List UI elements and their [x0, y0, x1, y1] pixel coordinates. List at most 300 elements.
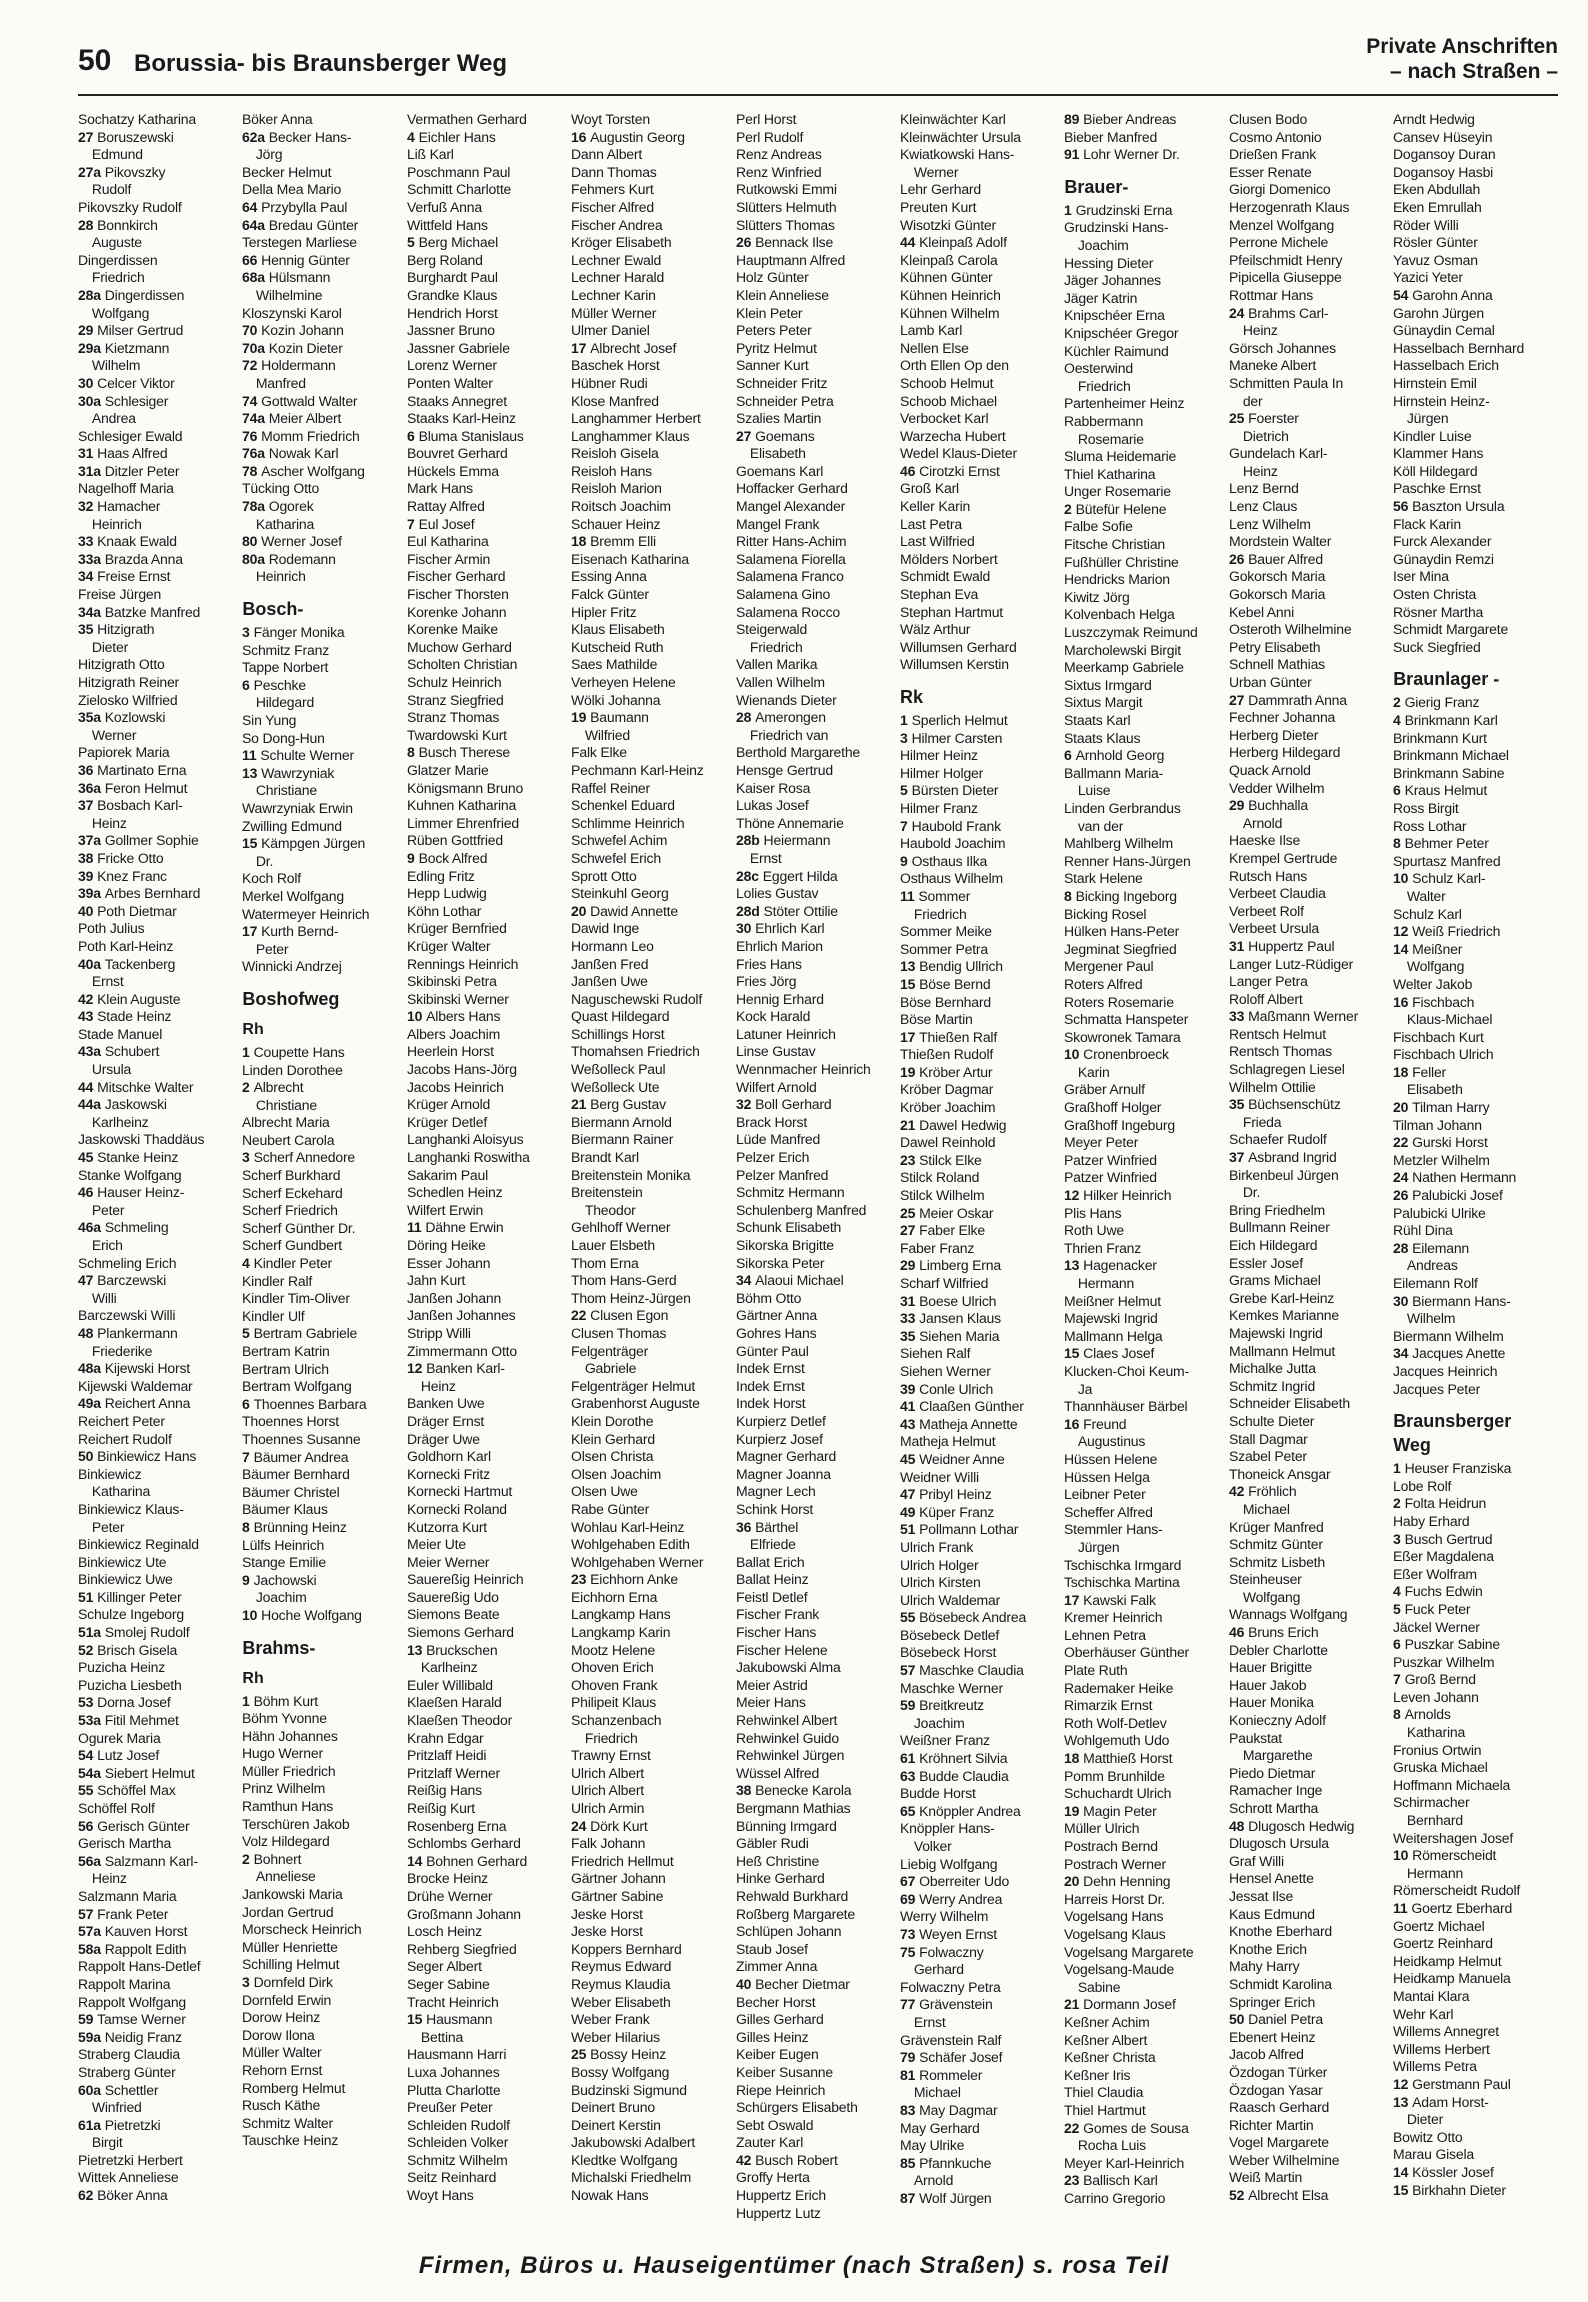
house-number: 20 [571, 903, 587, 920]
resident-entry: Kurpierz Josef [735, 1431, 823, 1448]
resident-entry [1393, 2077, 1551, 2095]
resident-entry: Knöppler Hans- [900, 1821, 995, 1838]
house-number: 70a [242, 340, 266, 357]
resident-entry [78, 1150, 236, 1168]
resident-entry: Wohlau Karl-Heinz [571, 1519, 685, 1536]
resident-entry [1393, 836, 1551, 854]
resident-entry: Rüben Gottfried [406, 833, 503, 850]
resident-name: Fröhlich [1247, 1484, 1297, 1501]
house-number: 54 [78, 1748, 94, 1765]
resident-name: Haas Alfred [97, 446, 168, 463]
resident-entry: Burghardt Paul [406, 270, 498, 287]
resident-entry: Willumsen Kerstin [900, 657, 1009, 674]
resident-entry [78, 1942, 236, 1960]
house-number: 18 [1393, 1064, 1409, 1081]
resident-entry [242, 625, 400, 643]
resident-entry [900, 1153, 1058, 1171]
resident-entry: Bösebeck Detlef [900, 1627, 1000, 1644]
resident-entry [242, 341, 400, 359]
house-number: 5 [900, 783, 908, 800]
resident-entry: Kuhnen Katharina [406, 798, 516, 815]
resident-entry: Groffy Herta [735, 2170, 810, 2187]
resident-name: Siebert Helmut [104, 1765, 195, 1782]
resident-entry: Staaks Karl-Heinz [406, 411, 516, 428]
resident-entry [78, 130, 236, 148]
resident-entry [900, 1399, 1058, 1417]
resident-entry: Reißig Hans [406, 1783, 482, 1800]
resident-name-continuation: Friederike [91, 1343, 153, 1360]
resident-name: Pribyl Heinz [919, 1487, 992, 1504]
resident-entry: Hauer Jakob [1228, 1677, 1307, 1694]
house-number: 39a [78, 886, 101, 903]
resident-entry [571, 341, 729, 359]
resident-entry: Lenz Wilhelm [1228, 516, 1311, 533]
house-number: 15 [406, 2012, 423, 2029]
house-number: 51 [900, 1522, 916, 1539]
resident-entry: Müller Friedrich [242, 1763, 336, 1780]
resident-entry: Krahn Edgar [406, 1730, 484, 1747]
resident-entry: Albrecht Maria [242, 1115, 330, 1132]
resident-entry: Verbeet Ursula [1228, 921, 1319, 938]
resident-entry: Eßer Magdalena [1393, 1549, 1495, 1566]
resident-name-continuation: Heinz [91, 815, 127, 832]
resident-entry: Luszczymak Reimund [1064, 625, 1198, 642]
resident-name-continuation: Auguste [91, 235, 142, 252]
resident-entry: Roßberg Margarete [735, 1906, 855, 1923]
resident-entry: Clusen Bodo [1228, 112, 1307, 128]
resident-entry: Cansev Hüseyin [1393, 129, 1493, 146]
resident-entry: So Dong-Hun [242, 730, 326, 747]
resident-entry [900, 1329, 1058, 1347]
resident-entry [242, 446, 400, 464]
resident-name: Jansen Klaus [919, 1311, 1001, 1328]
resident-entry: Becher Horst [735, 1994, 816, 2011]
house-number: 22 [571, 1308, 587, 1325]
resident-name: Albers Hans [425, 1009, 501, 1026]
house-number: 30a [78, 393, 101, 410]
resident-entry [407, 1361, 565, 1379]
resident-name: Coupette Hans [253, 1044, 345, 1061]
resident-entry: Rehwald Burkhard [735, 1888, 848, 1905]
resident-name: Schlesiger [104, 393, 169, 410]
resident-entry: Schuchardt Ulrich [1064, 1786, 1172, 1803]
resident-entry: Roth Wolf-Detlev [1064, 1715, 1167, 1732]
resident-entry [407, 1220, 565, 1238]
house-number: 19 [1064, 1803, 1080, 1820]
resident-entry: Puzicha Heinz [78, 1660, 166, 1677]
resident-entry: Sixtus Margit [1064, 695, 1143, 712]
resident-name: Stanke Heinz [97, 1150, 179, 1167]
resident-name: Meier Albert [269, 411, 342, 428]
resident-name: Maschke Claudia [919, 1663, 1024, 1680]
resident-entry: Fronius Ortwin [1393, 1742, 1482, 1759]
house-number: 34 [1393, 1346, 1409, 1363]
resident-entry [78, 1185, 236, 1203]
resident-entry: Kornecki Hartmut [406, 1484, 512, 1501]
house-number: 35 [900, 1328, 916, 1345]
resident-entry: Pritzlaff Heidi [406, 1748, 487, 1765]
resident-name: Bosbach Karl- [97, 798, 183, 815]
resident-name-continuation: Karin [1078, 1064, 1110, 1081]
resident-entry: Böker Anna [242, 112, 313, 128]
house-number: 28 [78, 217, 94, 234]
resident-name: Kijewski Horst [104, 1361, 190, 1378]
resident-name: Claaßen Günther [919, 1399, 1024, 1416]
resident-entry: Schmeling Erich [78, 1255, 177, 1272]
resident-entry: Reisloh Gisela [571, 446, 659, 463]
resident-entry: Staaks Annegret [406, 393, 507, 410]
house-number: 27 [78, 129, 94, 146]
resident-entry: Schilling Helmut [242, 1957, 340, 1974]
house-number: 14 [1393, 941, 1409, 958]
resident-entry: Nagelhoff Maria [78, 481, 174, 498]
house-number: 26 [1393, 1188, 1409, 1205]
resident-entry: Gärtner Anna [735, 1308, 817, 1325]
section-reference-line-1: Private Anschriften [1366, 35, 1558, 58]
house-number: 29 [900, 1258, 916, 1275]
resident-entry: Rabbermann [1064, 413, 1144, 430]
resident-entry: Meyer Karl-Heinrich [1064, 2155, 1185, 2172]
resident-entry: Esser Renate [1228, 164, 1312, 181]
house-number: 74a [242, 411, 266, 428]
house-number: 58a [78, 1941, 101, 1958]
resident-entry: Scherf Friedrich [242, 1203, 339, 1220]
resident-name: Böse Bernd [919, 976, 991, 993]
house-number: 36 [735, 1519, 751, 1536]
resident-entry: Vermathen Gerhard [406, 112, 527, 128]
resident-entry: Jäger Katrin [1064, 290, 1138, 307]
resident-entry [78, 1783, 236, 1801]
resident-name: Bütefür Helene [1075, 501, 1167, 518]
resident-entry: Knipschéer Erna [1064, 308, 1166, 325]
resident-name: Benecke Karola [754, 1783, 851, 1800]
resident-name: Tamse Werner [97, 2012, 186, 2029]
resident-entry [900, 1382, 1058, 1400]
house-number: 3 [242, 625, 251, 642]
resident-entry: Iser Mina [1393, 569, 1450, 586]
resident-name: Ballisch Karl [1083, 2173, 1159, 2190]
resident-entry: Wälz Arthur [900, 622, 971, 639]
resident-entry: Fries Hans [735, 956, 802, 973]
resident-entry: Groß Karl [900, 481, 959, 498]
resident-entry [900, 2103, 1058, 2121]
resident-entry: Jakubowski Adalbert [571, 2135, 696, 2152]
resident-name: Gierig Franz [1404, 695, 1480, 712]
resident-name: Bruns Erich [1247, 1625, 1319, 1642]
resident-entry: Weiß Martin [1228, 2170, 1302, 2187]
resident-entry: Peters Peter [735, 323, 812, 340]
house-number: 24 [571, 1818, 587, 1835]
resident-entry: Thoennes Susanne [242, 1431, 361, 1448]
resident-entry [900, 1769, 1058, 1787]
resident-entry: Perl Rudolf [735, 129, 803, 146]
resident-entry: Spurtasz Manfred [1393, 853, 1501, 870]
house-number: 45 [78, 1150, 94, 1167]
resident-name-continuation: Dieter [1407, 2112, 1444, 2129]
resident-name: Fitil Mehmet [104, 1713, 179, 1730]
resident-entry: Binkiewicz Ute [78, 1554, 167, 1571]
house-number: 13 [900, 959, 916, 976]
resident-entry: Schmitz Günter [1228, 1537, 1323, 1554]
resident-entry [1064, 203, 1222, 221]
resident-entry: Linden Dorothee [242, 1062, 344, 1079]
resident-entry [900, 2068, 1058, 2086]
resident-entry: Losch Heinz [406, 1924, 482, 1941]
resident-entry: Hasselbach Bernhard [1393, 340, 1525, 357]
resident-entry: Baschek Horst [571, 358, 660, 375]
resident-entry: Grabenhorst Auguste [571, 1396, 700, 1413]
resident-name: Bremm Elli [590, 534, 657, 551]
resident-entry: Krüger Manfred [1228, 1519, 1324, 1536]
resident-entry: Schmidt Ewald [900, 569, 991, 586]
resident-entry [78, 1044, 236, 1062]
resident-entry: Indek Ernst [735, 1378, 805, 1395]
resident-name: Meißner [1412, 941, 1463, 958]
resident-entry [1229, 306, 1387, 324]
house-number: 72 [242, 358, 258, 375]
resident-name-continuation: Friedrich [913, 906, 967, 923]
resident-entry: Indek Ernst [735, 1361, 805, 1378]
resident-entry: Ballmann Maria- [1064, 765, 1164, 782]
house-number: 29a [78, 340, 101, 357]
resident-entry [407, 235, 565, 253]
resident-entry: Biermann Arnold [571, 1114, 672, 1131]
resident-entry: Jordan Gertrud [242, 1904, 334, 1921]
resident-entry: Küchler Raimund [1064, 343, 1169, 360]
house-number: 2 [1393, 695, 1401, 712]
house-number: 28a [78, 287, 101, 304]
resident-entry [1229, 939, 1387, 957]
resident-entry: Dornfeld Erwin [242, 1992, 332, 2009]
house-number: 19 [900, 1064, 916, 1081]
resident-entry [736, 1097, 894, 1115]
resident-entry: Gäbler Rudi [735, 1836, 809, 1853]
resident-entry [242, 1045, 400, 1063]
resident-entry: Keiber Susanne [735, 2064, 833, 2081]
resident-entry: Rimarzik Ernst [1064, 1698, 1153, 1715]
house-number: 60a [78, 2082, 101, 2099]
resident-entry [1064, 2173, 1222, 2191]
resident-entry [1393, 2183, 1551, 2201]
resident-entry: Jacques Peter [1393, 1381, 1481, 1398]
resident-entry: Ulrich Waldemar [900, 1592, 1001, 1609]
resident-entry: Lolies Gustav [735, 886, 818, 903]
resident-name: Alaoui Michael [754, 1273, 844, 1290]
resident-entry: Wilfert Erwin [406, 1202, 483, 1219]
resident-entry: Schmitz Ingrid [1228, 1378, 1315, 1395]
resident-entry: Hauptmann Alfred [735, 252, 845, 269]
resident-entry: Hinke Gerhard [735, 1871, 825, 1888]
resident-entry: Skibinski Werner [406, 991, 509, 1008]
resident-entry: Schulenberg Manfred [735, 1202, 866, 1219]
resident-entry: Jaskowski Thaddäus [78, 1132, 205, 1149]
resident-entry: Ulrich Frank [900, 1539, 974, 1556]
resident-entry: Stemmler Hans- [1064, 1522, 1163, 1539]
resident-name: Feron Helmut [104, 780, 188, 797]
resident-name: Schöffel Max [97, 1783, 176, 1800]
resident-name: Knez Franc [97, 868, 167, 885]
resident-entry: Mangel Alexander [735, 499, 845, 516]
resident-entry [78, 1907, 236, 1925]
resident-entry: Meier Astrid [735, 1677, 808, 1694]
resident-name: Klein Auguste [97, 991, 181, 1008]
resident-entry: Langkamp Karin [571, 1625, 671, 1642]
resident-entry [900, 783, 1058, 801]
resident-entry: Fischer Hans [735, 1625, 816, 1642]
resident-entry [242, 1608, 400, 1626]
house-number: 48a [78, 1361, 101, 1378]
resident-name: Berg Gustav [590, 1097, 667, 1114]
resident-name-continuation: Friedrich [749, 639, 803, 656]
resident-entry: Günter Paul [735, 1343, 809, 1360]
house-number: 62 [78, 2188, 94, 2205]
resident-entry: Stranz Thomas [406, 710, 500, 727]
resident-entry: Mergener Paul [1064, 959, 1154, 976]
resident-entry: Schillings Horst [571, 1026, 665, 1043]
house-number: 20 [1064, 1874, 1080, 1891]
resident-entry: Fischbach Kurt [1393, 1029, 1484, 1046]
resident-entry: Olsen Joachim [571, 1466, 662, 1483]
house-number: 2 [1064, 501, 1073, 518]
resident-name: Peschke [253, 677, 307, 694]
resident-entry: Schauer Heinz [571, 516, 661, 533]
resident-entry: Budzinski Sigmund [571, 2082, 688, 2099]
resident-entry: Preußer Peter [406, 2100, 493, 2117]
resident-entry: Lechner Harald [571, 270, 665, 287]
resident-entry: Görsch Johannes [1228, 340, 1336, 357]
directory-column-7 [1064, 112, 1224, 2242]
resident-entry: Koppers Bernhard [571, 1941, 682, 1958]
resident-entry: Sakarim Paul [406, 1167, 488, 1184]
resident-entry: Fechner Johanna [1228, 710, 1335, 727]
resident-entry: Wedel Klaus-Dieter [900, 446, 1017, 463]
resident-entry: Rabe Günter [571, 1501, 650, 1518]
resident-name: Scherf Annedore [253, 1150, 356, 1167]
resident-entry: Jäckel Werner [1393, 1619, 1480, 1636]
resident-entry: Keßner Achim [1064, 2014, 1151, 2031]
resident-entry: Vogelsang Klaus [1064, 1926, 1166, 1943]
resident-entry [1229, 798, 1387, 816]
resident-name-continuation: Jürgen [1407, 411, 1449, 428]
resident-entry: Pipicella Giuseppe [1228, 270, 1342, 287]
house-number: 14 [1393, 2164, 1409, 2181]
resident-entry [900, 731, 1058, 749]
resident-entry: Kutzorra Kurt [406, 1519, 487, 1536]
resident-entry: Neubert Carola [242, 1132, 335, 1149]
resident-entry: Feistl Detlef [735, 1589, 808, 1606]
resident-entry: Siemons Beate [406, 1607, 500, 1624]
resident-name-continuation: Erich [91, 1238, 123, 1254]
resident-name: Groß Bernd [1404, 1672, 1477, 1689]
resident-name: Oberreiter Udo [919, 1874, 1010, 1891]
resident-entry: Furck Alexander [1393, 534, 1492, 551]
resident-entry [78, 1924, 236, 1942]
resident-name: Garohn Anna [1412, 287, 1493, 304]
house-number: 7 [900, 818, 908, 835]
resident-name: Cirotzki Ernst [919, 463, 1000, 480]
resident-entry: Thiel Hartmut [1064, 2102, 1146, 2119]
resident-entry [242, 1397, 400, 1415]
resident-entry: Straberg Günter [78, 2064, 176, 2081]
resident-entry: Lukas Josef [735, 798, 809, 815]
resident-entry: Köll Hildegard [1393, 463, 1478, 480]
resident-entry: Puzicha Liesbeth [78, 1677, 182, 1694]
house-number: 91 [1064, 147, 1080, 164]
resident-entry: Pechmann Karl-Heinz [571, 762, 704, 779]
resident-name-continuation: Luise [1078, 783, 1111, 800]
resident-entry: Seger Albert [406, 1959, 482, 1976]
resident-entry: Klose Manfred [571, 393, 660, 410]
resident-entry: Gehlhoff Werner [571, 1220, 671, 1237]
resident-entry: Eich Hildegard [1228, 1238, 1318, 1254]
resident-entry: Magner Joanna [735, 1466, 831, 1483]
resident-entry: Tilman Johann [1393, 1117, 1483, 1134]
resident-entry: Kröber Joachim [900, 1100, 996, 1117]
resident-entry: Sin Yung [242, 713, 297, 729]
resident-name-continuation: Katharina [1407, 1725, 1466, 1742]
resident-entry: Grams Michael [1228, 1273, 1321, 1290]
resident-entry: Binkiewicz Klaus- [78, 1501, 184, 1518]
resident-entry: Ballat Heinz [735, 1572, 809, 1589]
resident-entry: Großmann Johann [406, 1906, 521, 1923]
resident-name: Brinkmann Karl [1404, 713, 1498, 729]
house-number: 42 [735, 2152, 751, 2169]
resident-entry [242, 358, 400, 376]
directory-column-6 [900, 112, 1060, 2242]
house-number: 37 [78, 798, 94, 815]
house-number: 57a [78, 1924, 101, 1941]
resident-entry [1393, 1532, 1551, 1550]
house-number: 21 [900, 1117, 916, 1134]
house-number: 37a [78, 833, 101, 850]
resident-entry: Weber Elisabeth [571, 1994, 671, 2011]
resident-entry: Renz Andreas [735, 147, 822, 164]
resident-entry: Kindler Tim-Oliver [242, 1291, 351, 1308]
house-number: 4 [1393, 713, 1401, 729]
resident-entry: Hilmer Holger [900, 765, 984, 782]
resident-name: Behmer Peter [1404, 836, 1489, 853]
resident-entry: Tschischka Martina [1064, 1575, 1181, 1592]
resident-entry: Yazici Yeter [1393, 270, 1464, 287]
resident-entry [736, 429, 894, 447]
house-number: 2 [1393, 1496, 1401, 1513]
house-number: 75 [900, 1944, 916, 1961]
resident-entry: Meyer Peter [1064, 1135, 1139, 1152]
resident-entry: Mallmann Helmut [1228, 1343, 1335, 1360]
resident-entry: Richter Martin [1228, 2117, 1314, 2134]
resident-name: Dammrath Anna [1247, 692, 1347, 709]
resident-entry: Kühnen Günter [900, 270, 993, 287]
resident-entry: Dogansoy Hasbi [1393, 164, 1494, 181]
resident-entry: Sluma Heidemarie [1064, 449, 1177, 466]
resident-entry: Verheyen Helene [571, 675, 676, 691]
resident-name: Kröhnert Silvia [919, 1751, 1008, 1768]
resident-entry: Kijewski Waldemar [78, 1378, 193, 1395]
house-number: 28b [735, 833, 760, 850]
resident-entry: Perrone Michele [1228, 235, 1328, 252]
resident-name: Eichhorn Anke [590, 1572, 679, 1589]
resident-name: Wolf Jürgen [919, 2190, 992, 2207]
resident-entry: Rehwinkel Albert [735, 1713, 837, 1730]
resident-entry: Sanner Kurt [735, 358, 809, 375]
resident-entry: Last Wilfried [900, 534, 975, 551]
resident-name: Pietretzki [104, 2117, 161, 2134]
house-number: 46a [78, 1220, 101, 1237]
resident-entry [242, 1080, 400, 1098]
resident-entry: Papiorek Maria [78, 745, 170, 762]
resident-name: Celcer Viktor [97, 375, 175, 392]
resident-entry: Wienands Dieter [735, 692, 837, 709]
